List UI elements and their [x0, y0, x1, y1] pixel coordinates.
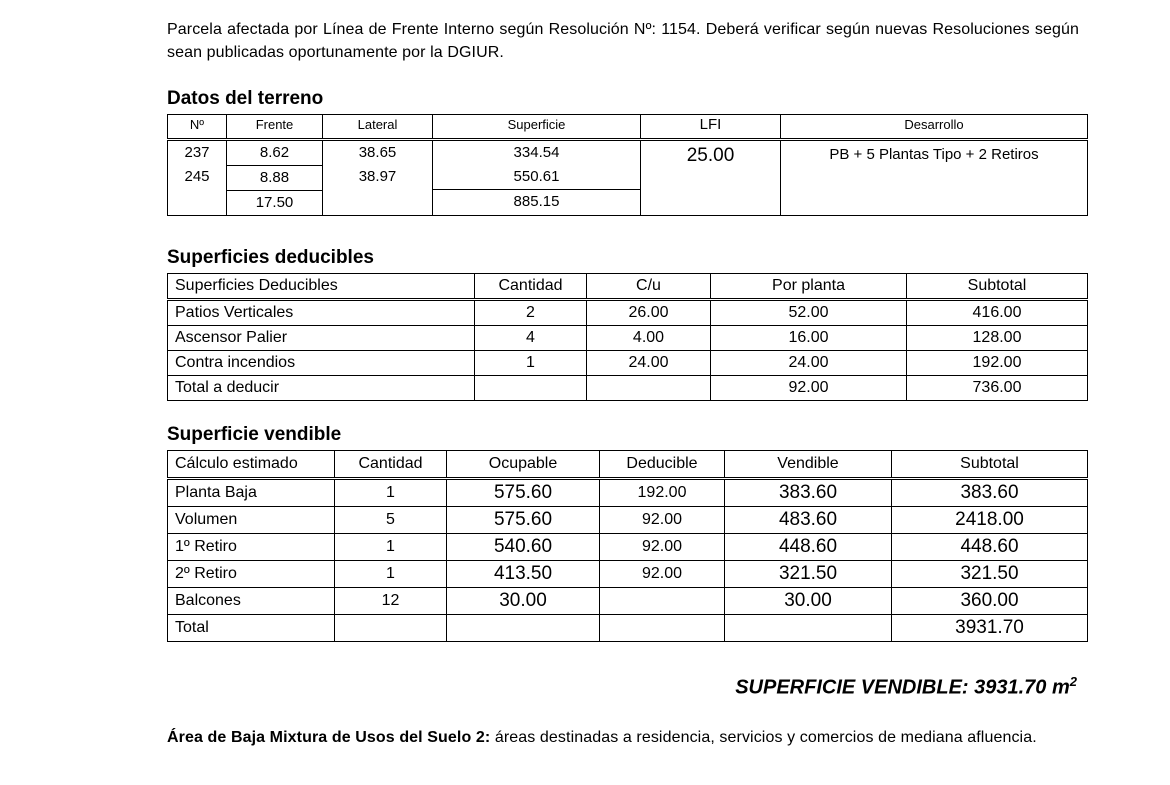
- table-row: [168, 479, 1088, 507]
- result-superscript: 2: [1069, 674, 1077, 689]
- frente-total: 17.50: [227, 190, 322, 215]
- frente-value: 8.88: [227, 165, 322, 190]
- por-planta-cell: 16.00: [711, 326, 907, 351]
- row-label: Patios Verticales: [168, 300, 475, 326]
- cantidad-cell: 4: [475, 326, 587, 351]
- superficie-vendible-result: [735, 674, 1077, 700]
- row-label: Ascensor Palier: [168, 326, 475, 351]
- table-row: [168, 326, 1088, 351]
- frente-value: 8.62: [259, 144, 290, 161]
- row-label: Contra incendios: [168, 351, 475, 376]
- lot-number-cell: [168, 140, 227, 216]
- footer-text: áreas destinadas a residencia, servicios y comercios de mediana afluencia.: [490, 729, 1037, 746]
- ocupable-cell: 575.60: [447, 507, 600, 534]
- terreno-data-row: [168, 140, 1088, 216]
- table-row: [168, 300, 1088, 326]
- vendible-cell: 321.50: [725, 561, 892, 588]
- superficie-cell: [433, 140, 641, 216]
- row-label: Balcones: [168, 588, 335, 615]
- deducible-cell: [600, 588, 725, 615]
- subtotal-cell: 383.60: [892, 479, 1088, 507]
- header-cell: Cantidad: [335, 451, 447, 479]
- row-label: Volumen: [168, 507, 335, 534]
- subtotal-cell: 448.60: [892, 534, 1088, 561]
- table-row: [168, 351, 1088, 376]
- superficie-value: 334.54: [513, 144, 560, 161]
- total-row: [168, 376, 1088, 401]
- cu-cell: [587, 376, 711, 401]
- header-cell: LFI: [641, 115, 781, 140]
- por-planta-cell: 24.00: [711, 351, 907, 376]
- header-cell: Lateral: [323, 115, 433, 140]
- cantidad-cell: 1: [335, 479, 447, 507]
- vendible-table: [167, 450, 1088, 642]
- result-label: SUPERFICIE VENDIBLE: 3931.70 m: [735, 676, 1070, 699]
- vendible-cell: [725, 615, 892, 642]
- ocupable-cell: 30.00: [447, 588, 600, 615]
- vendible-cell: 448.60: [725, 534, 892, 561]
- vendible-heading: Superficie vendible: [167, 424, 342, 445]
- subtotal-cell: 736.00: [907, 376, 1088, 401]
- subtotal-cell: 192.00: [907, 351, 1088, 376]
- header-cell: Frente: [227, 115, 323, 140]
- cu-cell: 26.00: [587, 300, 711, 326]
- cantidad-cell: 1: [475, 351, 587, 376]
- deducible-cell: 92.00: [600, 561, 725, 588]
- terreno-table: [167, 114, 1088, 216]
- ocupable-cell: 575.60: [447, 479, 600, 507]
- footer-paragraph: [167, 726, 1079, 749]
- header-cell: Superficie: [433, 115, 641, 140]
- subtotal-cell: 2418.00: [892, 507, 1088, 534]
- por-planta-cell: 52.00: [711, 300, 907, 326]
- cantidad-cell: 2: [475, 300, 587, 326]
- cu-cell: 4.00: [587, 326, 711, 351]
- table-row: [168, 507, 1088, 534]
- por-planta-cell: 92.00: [711, 376, 907, 401]
- row-label: 1º Retiro: [168, 534, 335, 561]
- deducible-cell: 92.00: [600, 507, 725, 534]
- vendible-cell: 30.00: [725, 588, 892, 615]
- terreno-heading: Datos del terreno: [167, 88, 324, 109]
- cantidad-cell: [335, 615, 447, 642]
- vendible-header-row: [168, 451, 1088, 479]
- lot-number: 245: [184, 168, 210, 185]
- cu-cell: 24.00: [587, 351, 711, 376]
- lateral-value: 38.97: [358, 168, 397, 185]
- header-cell: Por planta: [711, 274, 907, 300]
- deducible-cell: [600, 615, 725, 642]
- deducibles-heading: Superficies deducibles: [167, 247, 374, 268]
- header-cell: Cantidad: [475, 274, 587, 300]
- table-row: [168, 534, 1088, 561]
- deducible-cell: 92.00: [600, 534, 725, 561]
- deducibles-table: [167, 273, 1088, 401]
- deducibles-header-row: [168, 274, 1088, 300]
- vendible-cell: 383.60: [725, 479, 892, 507]
- subtotal-cell: 360.00: [892, 588, 1088, 615]
- row-label: Planta Baja: [168, 479, 335, 507]
- subtotal-cell: 128.00: [907, 326, 1088, 351]
- ocupable-cell: 413.50: [447, 561, 600, 588]
- header-cell: Ocupable: [447, 451, 600, 479]
- table-row: [168, 588, 1088, 615]
- lateral-value: 38.65: [358, 144, 397, 161]
- lateral-cell: [323, 140, 433, 216]
- cantidad-cell: 1: [335, 561, 447, 588]
- deducible-cell: 192.00: [600, 479, 725, 507]
- ocupable-cell: [447, 615, 600, 642]
- intro-paragraph: Parcela afectada por Línea de Frente Interno según Resolución Nº: 1154. Deberá verificar según nuevas Resoluciones según sean publicadas oportunamente por la DGIUR.: [167, 21, 1079, 61]
- header-cell: Vendible: [725, 451, 892, 479]
- row-label: Total: [168, 615, 335, 642]
- footer-bold-label: Área de Baja Mixtura de Usos del Suelo 2:: [167, 729, 491, 746]
- total-row: [168, 615, 1088, 642]
- lot-number: 237: [184, 144, 210, 161]
- subtotal-cell: 416.00: [907, 300, 1088, 326]
- header-cell: Subtotal: [892, 451, 1088, 479]
- subtotal-cell: 321.50: [892, 561, 1088, 588]
- frente-cell: [227, 140, 323, 216]
- header-cell: Subtotal: [907, 274, 1088, 300]
- header-cell: Deducible: [600, 451, 725, 479]
- cantidad-cell: 1: [335, 534, 447, 561]
- desarrollo-value: PB + 5 Plantas Tipo + 2 Retiros: [781, 140, 1088, 216]
- superficie-total: 885.15: [433, 189, 640, 214]
- superficie-value: 550.61: [513, 168, 560, 185]
- cantidad-cell: [475, 376, 587, 401]
- header-cell: Desarrollo: [781, 115, 1088, 140]
- header-cell: Superficies Deducibles: [168, 274, 475, 300]
- header-cell: Cálculo estimado: [168, 451, 335, 479]
- row-label: Total a deducir: [168, 376, 475, 401]
- row-label: 2º Retiro: [168, 561, 335, 588]
- header-cell: C/u: [587, 274, 711, 300]
- cantidad-cell: 12: [335, 588, 447, 615]
- header-cell: Nº: [168, 115, 227, 140]
- subtotal-cell: 3931.70: [892, 615, 1088, 642]
- ocupable-cell: 540.60: [447, 534, 600, 561]
- lfi-value: 25.00: [641, 140, 781, 216]
- terreno-header-row: [168, 115, 1088, 140]
- cantidad-cell: 5: [335, 507, 447, 534]
- vendible-cell: 483.60: [725, 507, 892, 534]
- table-row: [168, 561, 1088, 588]
